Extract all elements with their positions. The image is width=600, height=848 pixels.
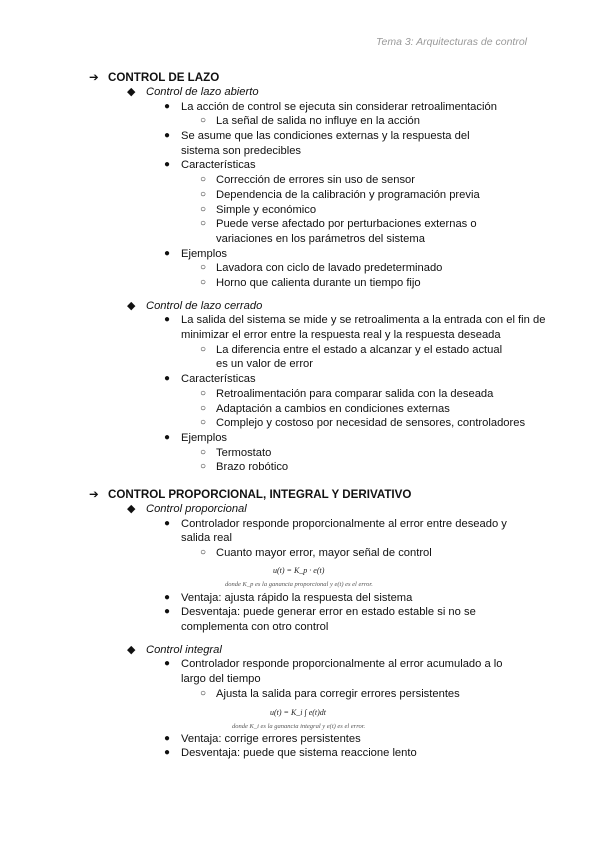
list-item: ● Controlador responde proporcionalmente al error entre deseado y salida real [164,517,507,545]
page-header: Tema 3: Arquitecturas de control [376,36,527,48]
circle-bullet-icon: ○ [200,203,207,215]
list-subitem: ○ Adaptación a cambios en condiciones externas [200,402,450,415]
circle-bullet-icon: ○ [200,343,207,355]
subsection-heading: ◆ Control de lazo cerrado [127,299,263,312]
formula-equation: u(t) = K_i ∫ e(t)dt [270,707,327,717]
bullet-icon: ● [164,247,171,259]
circle-bullet-icon: ○ [200,417,207,429]
list-subitem: ○ Dependencia de la calibración y programación previa [200,188,480,201]
list-item: ● Ventaja: corrige errores persistentes [164,732,361,745]
list-item: ● Características [164,159,256,172]
formula-image [0,702,600,732]
circle-bullet-icon: ○ [200,547,207,559]
list-item: ● La salida del sistema se mide y se retroalimenta a la entrada con el fin de minimizar el error entre la respuesta real y la respuesta deseada [164,314,546,342]
list-subitem: ○ Corrección de errores sin uso de sensor [200,174,415,187]
list-subitem: ○ Brazo robótico [200,461,289,474]
circle-bullet-icon: ○ [200,277,207,289]
bullet-icon: ● [164,314,171,326]
formula-note: donde K_p es la ganancia proporcional y e(t) es el error. [225,580,373,588]
list-subitem: ○ La diferencia entre el estado a alcanzar y el estado actual es un valor de error [200,343,503,371]
subsection-heading: ◆ Control integral [127,643,222,656]
bullet-icon: ● [164,732,171,744]
list-subitem: ○ Ajusta la salida para corregir errores persistentes [200,687,460,700]
bullet-icon: ● [164,517,171,529]
diamond-bullet-icon: ◆ [127,503,136,516]
subsection-heading: ◆ Control de lazo abierto [127,86,259,98]
circle-bullet-icon: ○ [200,174,207,186]
list-subitem: ○ Simple y económico [200,203,317,216]
list-item: ● Características [164,373,256,386]
arrow-icon: ➔ [89,488,99,502]
circle-bullet-icon: ○ [200,687,207,699]
list-subitem: ○ Lavadora con ciclo de lavado predeterminado [200,262,443,275]
bullet-icon: ● [164,606,171,618]
circle-bullet-icon: ○ [200,115,207,127]
formula-equation: u(t) = K_p · e(t) [273,565,325,575]
list-item: ● La acción de control se ejecuta sin considerar retroalimentación [164,100,497,113]
bullet-icon: ● [164,591,171,603]
list-item: ● Ejemplos [164,431,228,444]
circle-bullet-icon: ○ [200,387,207,399]
list-subitem: ○ Horno que calienta durante un tiempo fijo [200,277,421,290]
bullet-icon: ● [164,373,171,385]
list-item: ● Se asume que las condiciones externas y la respuesta del sistema son predecibles [164,130,470,157]
formula-proporcional [0,561,600,591]
circle-bullet-icon: ○ [200,402,207,414]
list-item: ● Ejemplos [164,247,228,260]
circle-bullet-icon: ○ [200,188,207,200]
list-subitem: ○ Puede verse afectado por perturbaciones externas o variaciones en los parámetros del sistema [200,218,477,245]
list-subitem: ○ La señal de salida no influye en la acción [200,115,421,128]
list-item: ● Ventaja: ajusta rápido la respuesta del sistema [164,591,413,604]
list-item: ● Desventaja: puede que sistema reaccione lento [164,747,417,760]
list-item: ● Desventaja: puede generar error en estado estable si no se complementa con otro control [164,606,476,634]
formula-note: donde K_i es la ganancia integral y e(t) es el error. [232,722,366,730]
circle-bullet-icon: ○ [200,446,207,458]
list-subitem: ○ Complejo y costoso por necesidad de sensores, controladores [200,417,526,430]
subsection-heading: ◆ Control proporcional [127,503,247,516]
list-subitem: ○ Cuanto mayor error, mayor señal de control [200,547,432,560]
diamond-bullet-icon: ◆ [127,643,136,656]
document-body [0,70,600,761]
bullet-icon: ● [164,100,171,112]
bullet-icon: ● [164,658,171,670]
circle-bullet-icon: ○ [200,218,207,230]
diamond-bullet-icon: ◆ [127,86,136,98]
circle-bullet-icon: ○ [200,461,207,473]
bullet-icon: ● [164,159,171,171]
arrow-icon: ➔ [89,71,99,84]
section-heading: ➔ CONTROL DE LAZO [89,71,220,84]
bullet-icon: ● [164,130,171,141]
formula-image [0,561,600,591]
formula-integral [0,702,600,732]
bullet-icon: ● [164,747,171,759]
section-heading: ➔ CONTROL PROPORCIONAL, INTEGRAL Y DERIVATIVO [89,488,412,502]
circle-bullet-icon: ○ [200,262,207,274]
list-item: ● Controlador responde proporcionalmente al error acumulado a lo largo del tiempo [164,658,503,686]
bullet-icon: ● [164,431,171,443]
list-subitem: ○ Termostato [200,446,272,459]
list-subitem: ○ Retroalimentación para comparar salida con la deseada [200,387,494,400]
diamond-bullet-icon: ◆ [127,299,136,312]
